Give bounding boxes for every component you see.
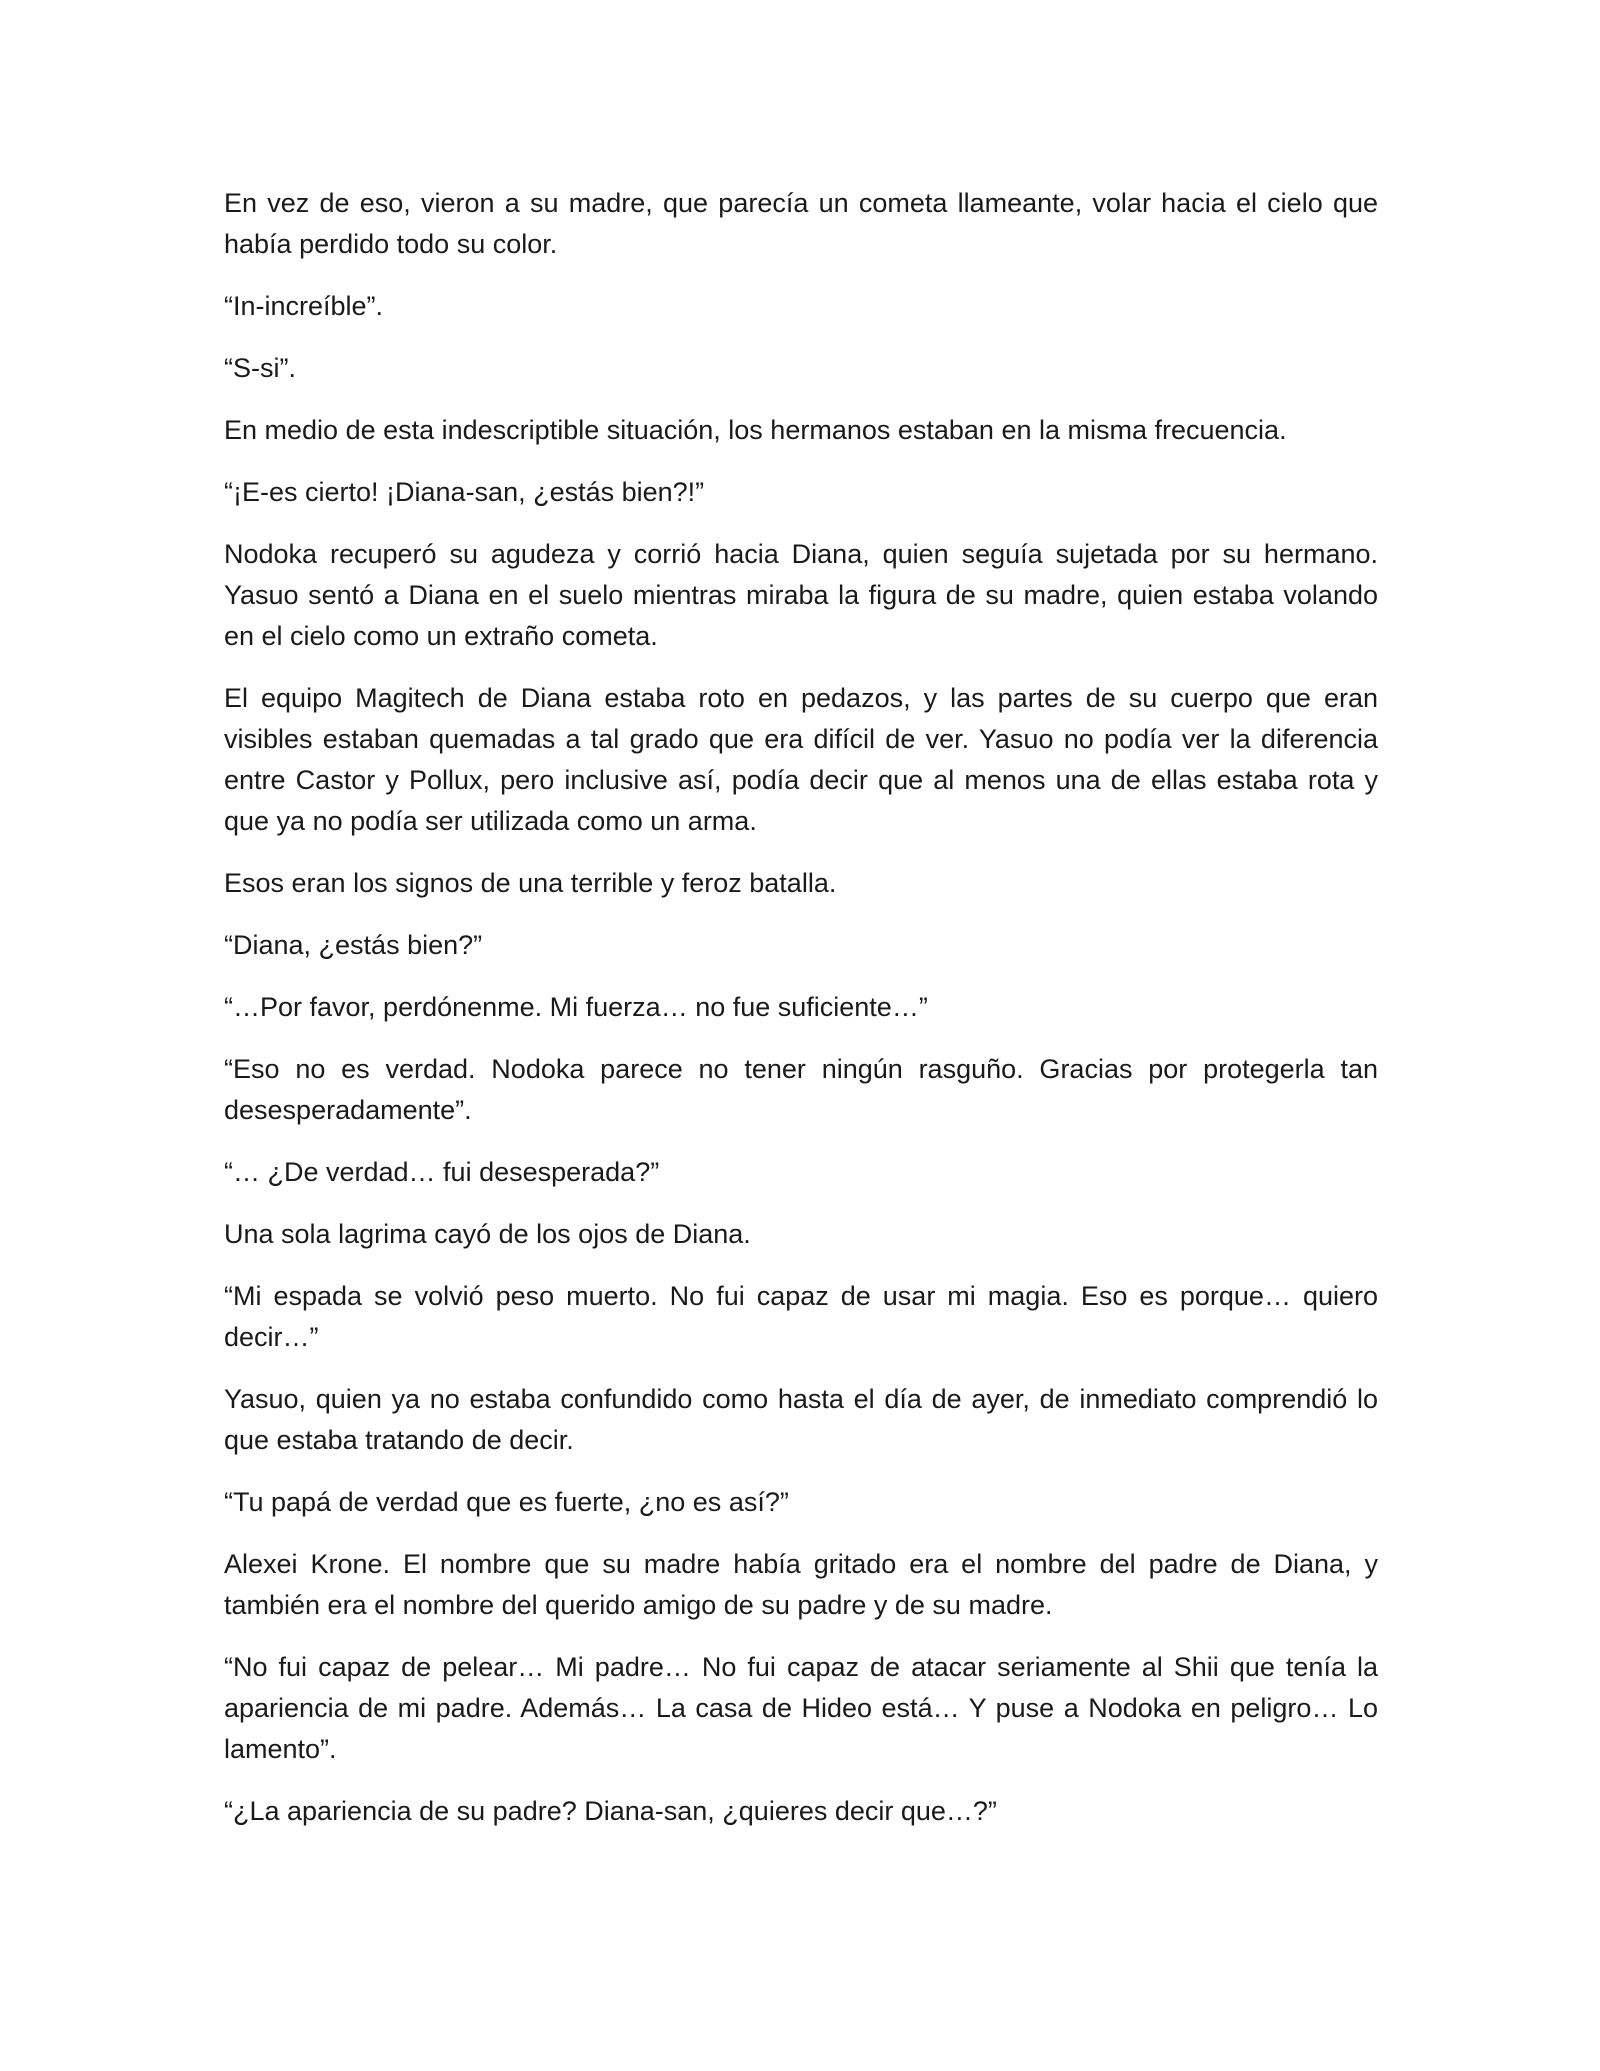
paragraph: “In-increíble”. bbox=[224, 291, 384, 321]
paragraph: El equipo Magitech de Diana estaba roto en pedazos, y las partes de su cuerpo que eran visibles estaban quemadas a tal grado que era difícil de ver. Yasuo no podía ver la diferencia entre Castor y Pollux, pero inclusive así, podía decir que al menos una de ellas estaba rota y que ya no podía ser utilizada como un arma. bbox=[224, 683, 1378, 836]
paragraph: “No fui capaz de pelear… Mi padre… No fui capaz de atacar seriamente al Shii que tenía la apariencia de mi padre. Además… La casa de Hideo está… Y puse a Nodoka en peligro… Lo lamento”. bbox=[224, 1652, 1378, 1764]
paragraph: Nodoka recuperó su agudeza y corrió hacia Diana, quien seguía sujetada por su hermano. Yasuo sentó a Diana en el suelo mientras miraba la figura de su madre, quien estaba volando en el cielo como un extraño cometa. bbox=[224, 539, 1378, 651]
paragraph: Yasuo, quien ya no estaba confundido como hasta el día de ayer, de inmediato comprendió lo que estaba tratando de decir. bbox=[224, 1384, 1378, 1455]
body-text bbox=[224, 183, 1378, 1853]
paragraph: “Mi espada se volvió peso muerto. No fui capaz de usar mi magia. Eso es porque… quiero decir…” bbox=[224, 1281, 1378, 1352]
paragraph: En medio de esta indescriptible situación, los hermanos estaban en la misma frecuencia. bbox=[224, 415, 1287, 445]
paragraph: Una sola lagrima cayó de los ojos de Diana. bbox=[224, 1219, 751, 1249]
paragraph: Alexei Krone. El nombre que su madre había gritado era el nombre del padre de Diana, y también era el nombre del querido amigo de su padre y de su madre. bbox=[224, 1549, 1378, 1620]
paragraph: “… ¿De verdad… fui desesperada?” bbox=[224, 1157, 660, 1187]
paragraph: “¡E-es cierto! ¡Diana-san, ¿estás bien?!” bbox=[224, 477, 705, 507]
paragraph: “Eso no es verdad. Nodoka parece no tener ningún rasguño. Gracias por protegerla tan desesperadamente”. bbox=[224, 1054, 1378, 1125]
paragraph: En vez de eso, vieron a su madre, que parecía un cometa llameante, volar hacia el cielo que había perdido todo su color. bbox=[224, 188, 1378, 259]
paragraph: Esos eran los signos de una terrible y feroz batalla. bbox=[224, 868, 837, 898]
paragraph: “…Por favor, perdónenme. Mi fuerza… no fue suficiente…” bbox=[224, 992, 928, 1022]
paragraph: “¿La apariencia de su padre? Diana-san, ¿quieres decir que…?” bbox=[224, 1796, 997, 1826]
paragraph: “Diana, ¿estás bien?” bbox=[224, 930, 483, 960]
paragraph: “Tu papá de verdad que es fuerte, ¿no es así?” bbox=[224, 1487, 789, 1517]
paragraph: “S-si”. bbox=[224, 353, 296, 383]
